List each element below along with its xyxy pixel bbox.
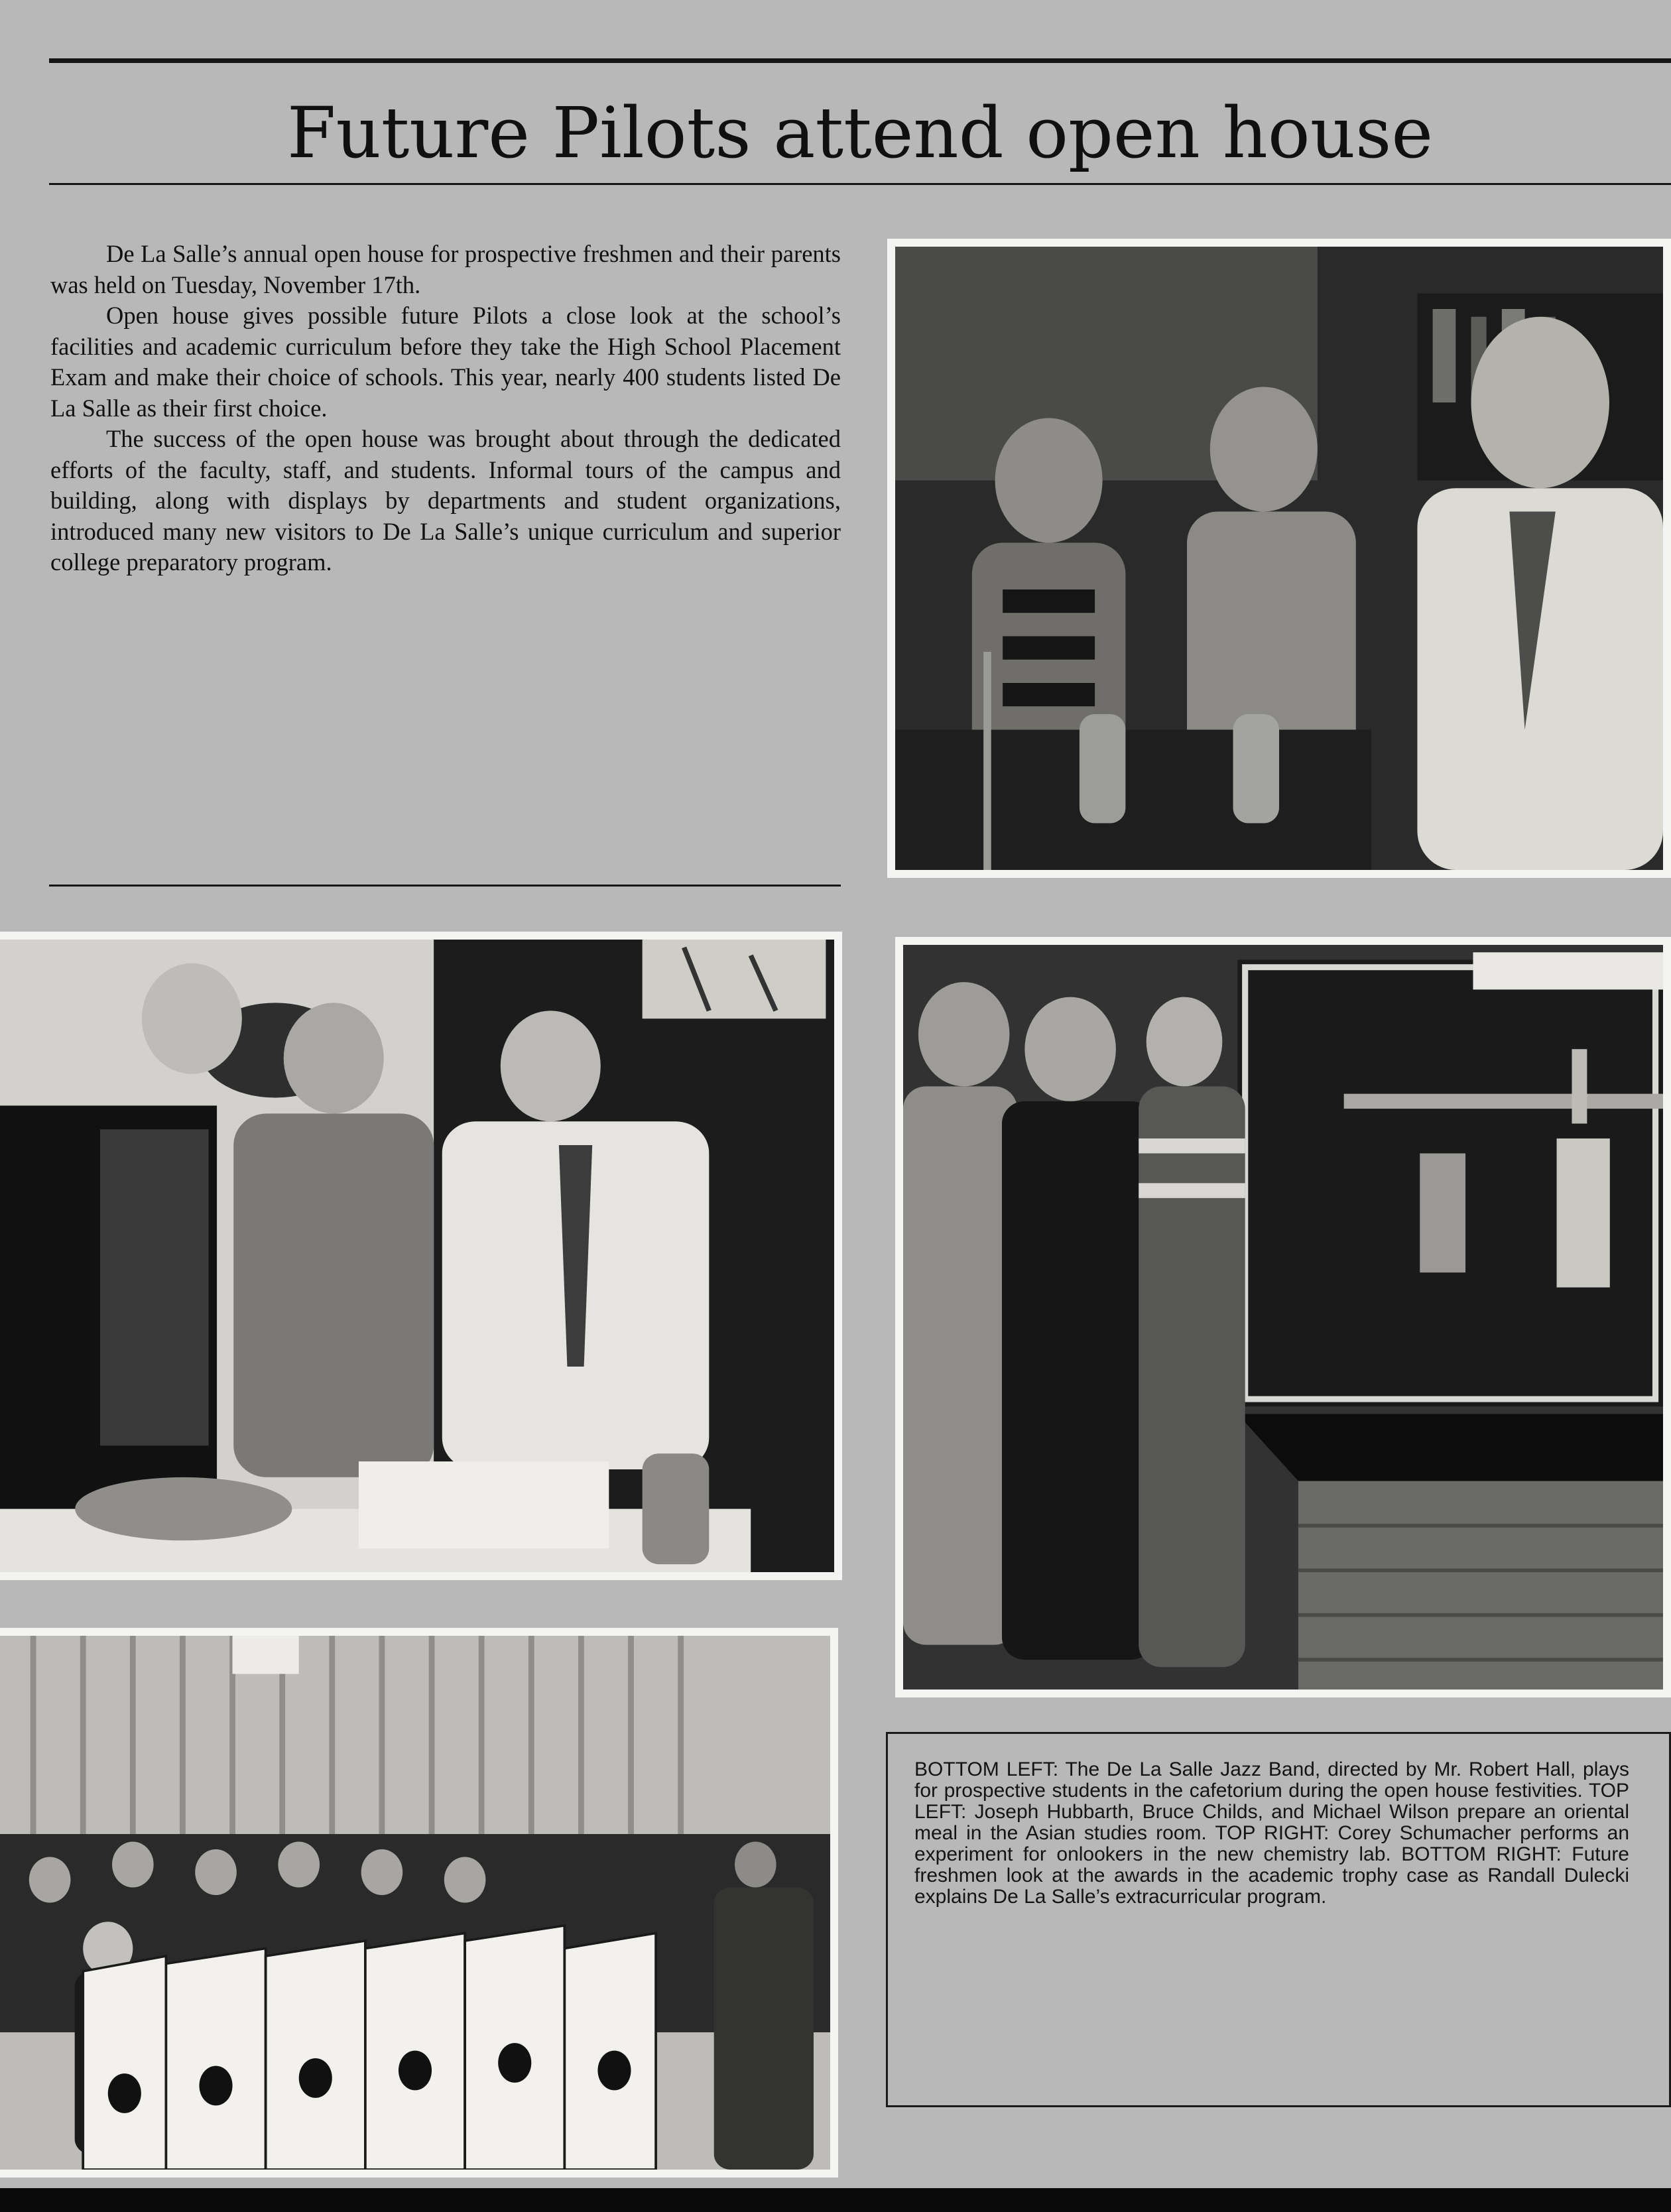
asian-studies-photo <box>0 932 842 1580</box>
jazz-band-photo <box>0 1628 838 2178</box>
jazz-band-image <box>0 1636 830 2170</box>
page-bottom-edge <box>0 2188 1671 2212</box>
trophy-case-photo <box>895 937 1671 1697</box>
top-rule <box>49 58 1671 63</box>
title-rule <box>49 183 1671 185</box>
article-paragraph-1: De La Salle’s annual open house for prospective freshmen and their parents was held on Tuesday, November 17th. <box>50 240 841 298</box>
article-paragraph-3: The success of the open house was brought about through the dedicated efforts of the faculty, staff, and students. Informal tours of the campus and building, along with displays by departments and student organizations, introduced many new visitors to De La Salle’s unique curriculum and superior college preparatory program. <box>50 425 841 576</box>
column-rule <box>49 885 841 887</box>
asian-studies-image <box>0 940 834 1572</box>
trophy-case-image <box>903 945 1663 1690</box>
photo-caption-box <box>886 1732 1671 2107</box>
page-title: Future Pilots attend open house <box>286 92 1434 174</box>
photo-caption <box>914 1759 1629 1908</box>
article-paragraph-2: Open house gives possible future Pilots a close look at the school’s facilities and academic curriculum before they take the High School Placement Exam and make their choice of schools. This year, nearly 400 students listed De La Salle as their first choice. <box>50 302 841 422</box>
chemistry-lab-photo <box>887 239 1671 878</box>
chemistry-lab-image <box>895 247 1663 870</box>
article-body <box>50 239 841 578</box>
caption-text: BOTTOM LEFT: The De La Salle Jazz Band, directed by Mr. Robert Hall, plays for prospective students in the cafetorium during the open house festivities. TOP LEFT: Joseph Hubbarth, Bruce Childs, and Michael Wilson prepare an oriental meal in the Asian studies room. TOP RIGHT: Corey Schumacher performs an experiment for onlookers in the new chemistry lab. BOTTOM RIGHT: Future freshmen look at the awards in the academic trophy case as Randall Dulecki explains De La Salle’s extracurricular program. <box>914 1758 1629 1908</box>
